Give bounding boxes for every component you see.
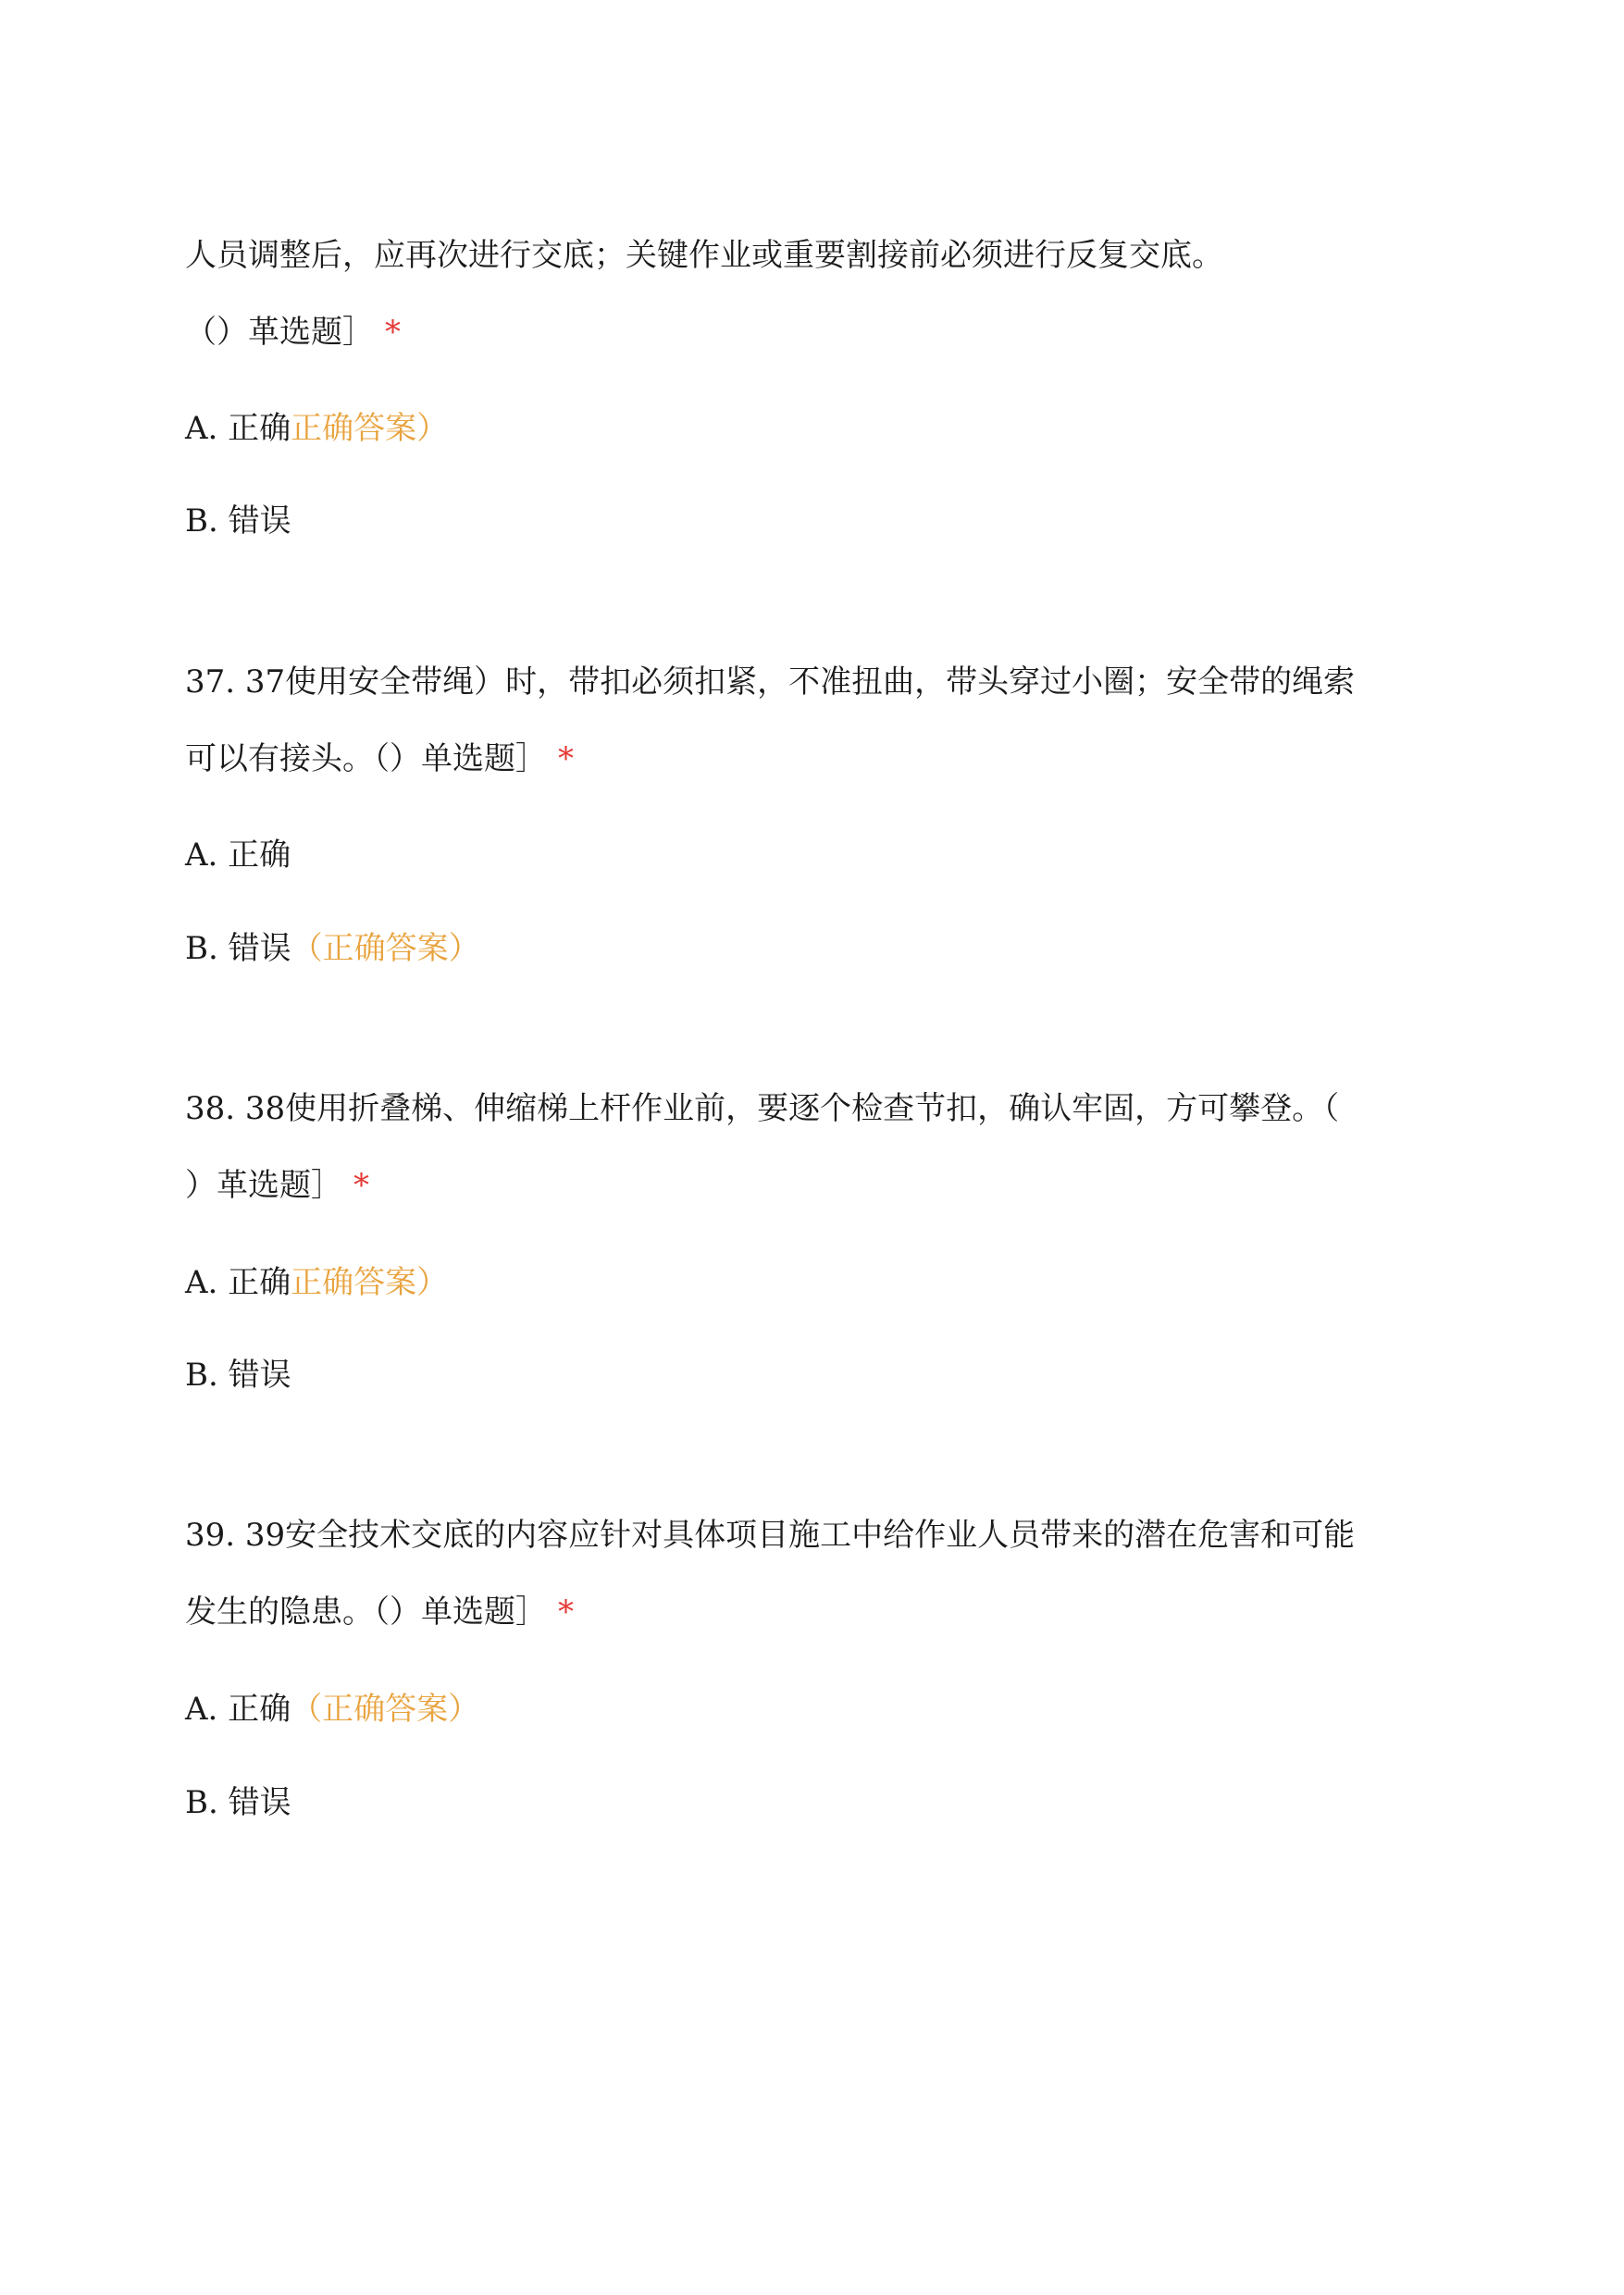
option-label: A. 正确 <box>185 1691 291 1728</box>
required-star: * <box>558 1594 574 1631</box>
option-a <box>185 410 448 447</box>
option-b <box>185 1784 291 1821</box>
question-type-line <box>185 314 401 351</box>
correct-answer-mark: 正确答案） <box>291 410 449 447</box>
question-type-line <box>185 1167 369 1204</box>
question-tail: 发生的隐患。（）单选题］ <box>185 1594 547 1631</box>
correct-answer-mark: （正确答案） <box>291 930 480 967</box>
option-label: B. 错误 <box>185 1357 291 1394</box>
question-text-line: 37. 37使用安全带绳）时，带扣必须扣紧，不准扭曲，带头穿过小圈；安全带的绳索 <box>185 664 1356 701</box>
question-type-line <box>185 740 574 777</box>
option-b <box>185 930 480 967</box>
required-star: * <box>558 740 574 777</box>
option-label: B. 错误 <box>185 502 291 540</box>
correct-answer-mark: 正确答案） <box>291 1264 449 1301</box>
option-label: B. 错误 <box>185 930 291 967</box>
option-label: A. 正确 <box>185 837 291 874</box>
option-label: A. 正确 <box>185 1264 291 1301</box>
question-tail: 可以有接头。（）单选题］ <box>185 740 547 777</box>
question-tail: （）革选题］ <box>185 314 374 351</box>
required-star: * <box>385 314 401 351</box>
correct-answer-mark: （正确答案） <box>291 1691 480 1728</box>
question-text-line: 38. 38使用折叠梯、伸缩梯上杆作业前，要逐个检查节扣，确认牢固，方可攀登。（ <box>185 1090 1340 1127</box>
question-text-line: 人员调整后，应再次进行交底；关键作业或重要割接前必须进行反复交底。 <box>185 237 1223 274</box>
option-label: A. 正确 <box>185 410 291 447</box>
option-a <box>185 837 291 874</box>
option-a <box>185 1691 479 1728</box>
question-tail: ）革选题］ <box>185 1167 342 1204</box>
option-b <box>185 1357 291 1394</box>
question-type-line <box>185 1594 574 1631</box>
option-a <box>185 1264 448 1301</box>
option-label: B. 错误 <box>185 1784 291 1821</box>
option-b <box>185 502 291 540</box>
required-star: * <box>353 1167 369 1204</box>
question-text-line: 39. 39安全技术交底的内容应针对具体项目施工中给作业人员带来的潜在危害和可能 <box>185 1517 1356 1554</box>
